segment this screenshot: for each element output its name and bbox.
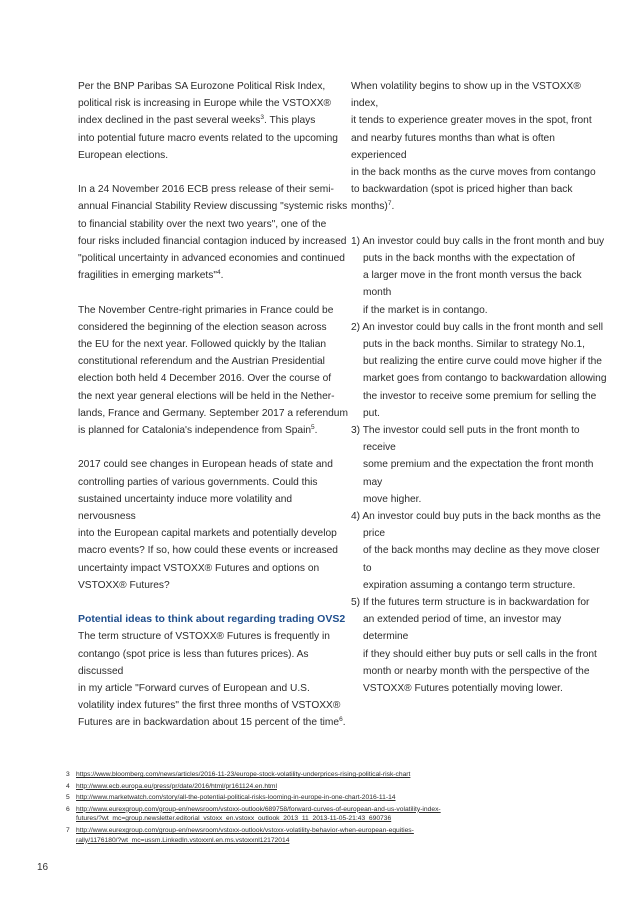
footnote [66, 805, 566, 824]
footnote-number: 5 [66, 794, 70, 802]
footnote-ref[interactable]: 4 [216, 269, 221, 277]
footnotes [66, 770, 566, 847]
footnote-link[interactable]: https://www.bloomberg.com/news/articles/2016-11-23/europe-stock-volatility-underprices-rising-political-risk-chart [76, 771, 411, 778]
footnote-ref[interactable]: 5 [311, 424, 315, 432]
list-item: 1) An investor could buy calls in the front month and buy puts in the back months with the expectation of a larger move in the front month versus the back month if the market is in contango. [351, 235, 605, 316]
footnote-link[interactable]: http://www.eurexgroup.com/group-en/newsroom/vstoxx-outlook/689758/forward-curves-of-european-and-us-volatility-index- futures/?wt_mc=group.newsletter.editorial_vstoxx_en.vstoxx_outlook_2013_11_2013-11-05-21:43_690736 [76, 805, 441, 823]
paragraph: Per the BNP Paribas SA Eurozone Political Risk Index, political risk is increasing in Europe while the VSTOXX® index declined in the past several weeks$^3$. This plays into potential future macro events related to the upcoming European elections. [78, 81, 338, 161]
list-item: 3) The investor could sell puts in the front month to receive some premium and the expectation the front month may move higher. [351, 425, 594, 505]
footnote [66, 826, 566, 845]
footnote-number: 7 [66, 826, 70, 834]
footnote-link[interactable]: http://www.ecb.europa.eu/press/pr/date/2016/html/pr161124.en.html [76, 782, 277, 790]
footnote-number: 3 [66, 771, 70, 778]
page-number: 16 [37, 862, 49, 873]
paragraph: The term structure of VSTOXX® Futures is frequently in contango (spot price is less than futures prices). As discussed in my article "Forward curves of European and U.S. volatility index futures" the first three months of VSTOXX® Futures are in backwardation about 15 percent of the time$^6$. [78, 631, 346, 729]
footnote-ref[interactable]: 6 [339, 716, 343, 724]
paragraph: 2017 could see changes in European heads of state and controlling parties of various governments. Could this sustained uncertainty induce more volatility and nervousness into the European capital markets and potentially develop macro events? If so, how could these events or increased uncertainty impact VSTOXX® Futures and options on VSTOXX® Futures? [78, 459, 338, 591]
footnote-number: 4 [66, 782, 70, 790]
section-heading: Potential ideas to think about regarding trading OVS2 [78, 613, 346, 626]
paragraph: When volatility begins to show up in the VSTOXX® index, it tends to experience greater moves in the spot, front and nearby futures months than what is often experienced in the back months as the curve moves from contango to backwardation (spot is priced higher than back months)$^7$. [351, 81, 596, 213]
footnote [66, 770, 566, 780]
left-column [78, 78, 348, 749]
footnote [66, 793, 566, 803]
footnote-link[interactable]: http://www.marketwatch.com/story/all-the-potential-political-risks-looming-in-europe-in-one-chart-2016-11-14 [76, 794, 396, 802]
paragraph: The November Centre-right primaries in France could be considered the beginning of the election season across the EU for the next year. Followed quickly by the Italian constitutional referendum and the Austrian Presidential election both held 4 December 2016. Over the course of the next year general elections will be held in the Nether- lands, France and Germany. September 2017 a referendum is planned for Catalonia's independence from Spain$^5$. [78, 304, 348, 437]
footnote-ref[interactable]: 7 [387, 200, 392, 208]
list-item: 5) If the futures term structure is in backwardation for an extended period of time, an investor may determine if they should either buy puts or sell calls in the front month or nearby month with the perspective of the VSTOXX® Futures potentially moving lower. [351, 597, 597, 695]
footnote-ref[interactable]: 3 [260, 114, 264, 122]
paragraph: In a 24 November 2016 ECB press release of their semi- annual Financial Stability Review discussing "systemic risks to financial stability over the next two years", one of the four risks included financial contagion induced by increased "political uncertainty in advanced economies and continued fragilities in emerging markets"$^4$. [78, 184, 348, 282]
footnote-number: 6 [66, 805, 70, 813]
strategy-list [351, 233, 607, 697]
footnote-link[interactable]: http://www.eurexgroup.com/group-en/newsroom/vstoxx-outlook/vstoxx-volatility-behavior-when-european-equities- rally/1176180/?wt_mc=ussm.LinkedIn.vstoxxnl.en.ms.vstoxxnl12172014 [76, 826, 414, 844]
footnote [66, 782, 566, 792]
list-item: 2) An investor could buy calls in the front month and sell puts in the back months. Similar to strategy No.1, but realizing the entire curve could move higher if the market goes from contango to backwardation allowing the investor to receive some premium for selling the put. [351, 321, 607, 419]
right-column [351, 78, 607, 697]
list-item: 4) An investor could buy puts in the back months as the price of the back months may decline as they move closer to expiration assuming a contango term structure. [351, 511, 601, 591]
